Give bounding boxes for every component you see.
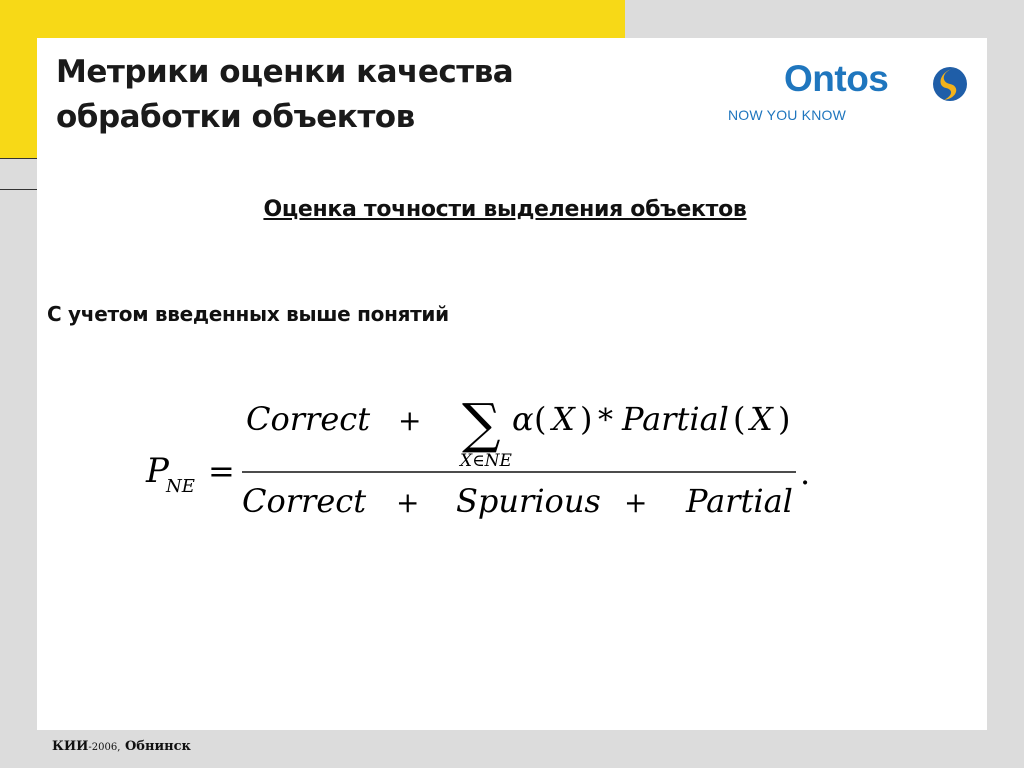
formula-lhs-symbol: P xyxy=(146,451,169,491)
formula-period: . xyxy=(800,454,811,492)
denominator-plus: + xyxy=(396,486,420,519)
ontos-swirl-icon xyxy=(932,60,968,108)
title-line: Метрики оценки качества xyxy=(56,54,514,90)
alpha-arg: X xyxy=(552,400,575,438)
title-line: обработки объектов xyxy=(56,99,415,135)
denominator-term-correct: Correct xyxy=(242,482,367,520)
alpha-symbol: α xyxy=(512,400,534,438)
logo-tagline: NOW YOU KNOW xyxy=(728,107,847,123)
section-subtitle: Оценка точности выделения объектов xyxy=(263,197,747,222)
intro-text: С учетом введенных выше понятий xyxy=(47,302,449,326)
times-symbol: * xyxy=(598,403,613,438)
sum-symbol: ∑ xyxy=(462,392,501,455)
formula-lhs-subscript: NE xyxy=(166,476,195,497)
ontos-logo xyxy=(726,56,976,128)
footer-year: -2006, xyxy=(88,742,121,753)
slide-panel xyxy=(37,38,987,730)
sum-index: X∈NE xyxy=(460,451,512,471)
left-divider-line xyxy=(0,189,37,190)
denominator-term-spurious: Spurious xyxy=(456,482,601,520)
numerator-plus: + xyxy=(398,404,422,437)
precision-formula xyxy=(140,386,820,526)
alpha-paren-open: ( xyxy=(534,400,547,438)
partial-arg: X xyxy=(750,400,773,438)
partial-fn: Partial xyxy=(622,400,729,438)
numerator-term-correct: Correct xyxy=(246,400,371,438)
footer-caption xyxy=(52,739,191,754)
formula-equals: = xyxy=(208,452,235,490)
slide-title xyxy=(56,50,596,140)
partial-paren-close: ) xyxy=(778,400,791,438)
footer-label: КИИ xyxy=(52,739,89,754)
alpha-paren-close: ) xyxy=(580,400,593,438)
footer-city: Обнинск xyxy=(124,739,191,754)
left-divider-line xyxy=(0,158,37,159)
denominator-plus: + xyxy=(624,486,648,519)
top-gray-strip xyxy=(625,0,1024,38)
logo-wordmark: Ontos xyxy=(784,58,889,99)
denominator-term-partial: Partial xyxy=(686,482,793,520)
partial-paren-open: ( xyxy=(733,400,746,438)
